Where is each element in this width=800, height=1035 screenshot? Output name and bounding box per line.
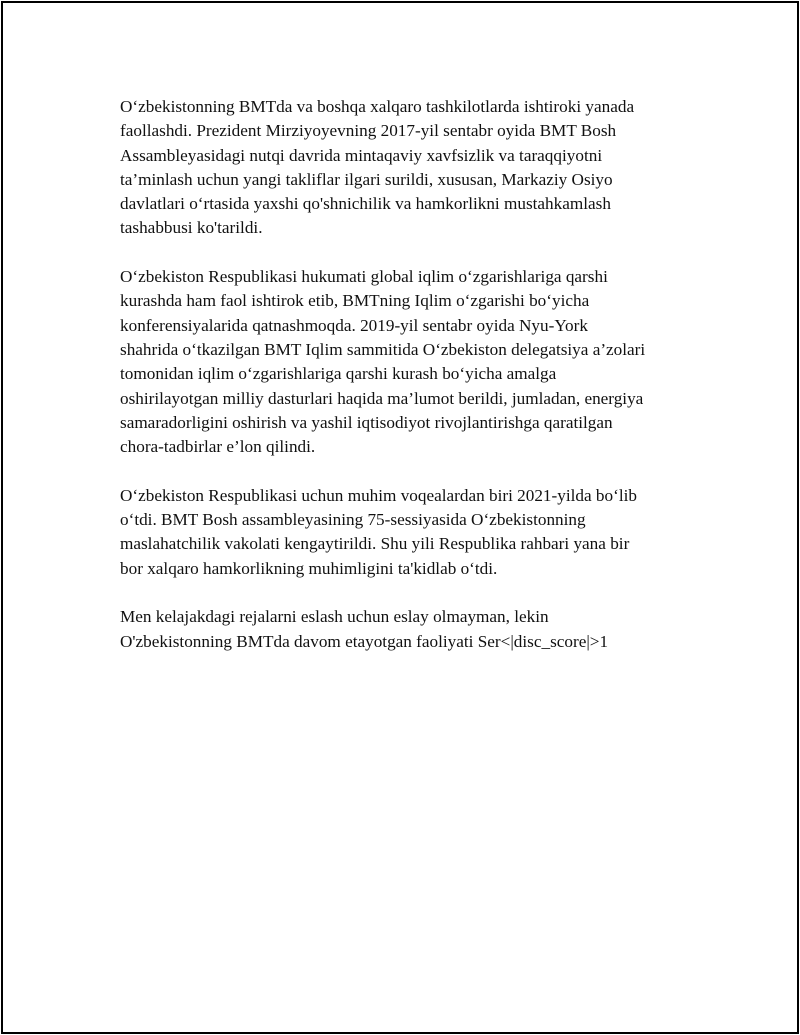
text-line: O‘zbekiston Respublikasi uchun muhim voqealardan biri 2021-yilda bo‘lib [120,485,637,505]
text-line: davlatlari o‘rtasida yaxshi qo'shnichilik va hamkorlikni mustahkamlash [120,194,611,214]
text-line: bor xalqaro hamkorlikning muhimligini ta'kidlab o‘tdi. [120,558,498,578]
text-line: oshirilayotgan milliy dasturlari haqida ma’lumot berildi, jumladan, energiya [120,388,644,408]
text-line: O‘zbekistonning BMTda va boshqa xalqaro tashkilotlarda ishtiroki yanada [120,97,635,116]
paragraph-1 [120,95,700,241]
document-body [120,95,700,678]
text-line: ta’minlash uchun yangi takliflar ilgari surildi, xususan, Markaziy Osiyo [120,169,613,189]
text-line: O'zbekistonning BMTda davom etayotgan faoliyati Ser<|disc_score|>1 [120,631,609,651]
paragraph-4 [120,605,700,654]
text-line: tashabbusi ko'tarildi. [120,218,263,238]
text-line: samaradorligini oshirish va yashil iqtisodiyot rivojlantirishga qaratilgan [120,412,613,432]
text-line: chora-tadbirlar e’lon qilindi. [120,437,316,457]
page-border [1,1,799,1034]
text-line: shahrida o‘tkazilgan BMT Iqlim sammitida O‘zbekiston delegatsiya a’zolari [120,339,646,359]
text-line: o‘tdi. BMT Bosh assambleyasining 75-sessiyasida O‘zbekistonning [120,510,586,530]
paragraph-3 [120,484,700,581]
text-line: Assambleyasidagi nutqi davrida mintaqaviy xavfsizlik va taraqqiyotni [120,145,603,165]
text-line: tomonidan iqlim o‘zgarishlariga qarshi kurash bo‘yicha amalga [120,364,557,384]
text-line: maslahatchilik vakolati kengaytirildi. Shu yili Respublika rahbari yana bir [120,534,630,554]
text-line: kurashda ham faol ishtirok etib, BMTning Iqlim o‘zgarishi bo‘yicha [120,291,590,311]
text-line: faollashdi. Prezident Mirziyoyevning 2017-yil sentabr oyida BMT Bosh [120,121,617,141]
text-line: konferensiyalarida qatnashmoqda. 2019-yil sentabr oyida Nyu-York [120,315,588,335]
text-line: O‘zbekiston Respublikasi hukumati global iqlim o‘zgarishlariga qarshi [120,267,608,287]
paragraph-2 [120,265,700,459]
text-line: Men kelajakdagi rejalarni eslash uchun eslay olmayman, lekin [120,607,549,627]
